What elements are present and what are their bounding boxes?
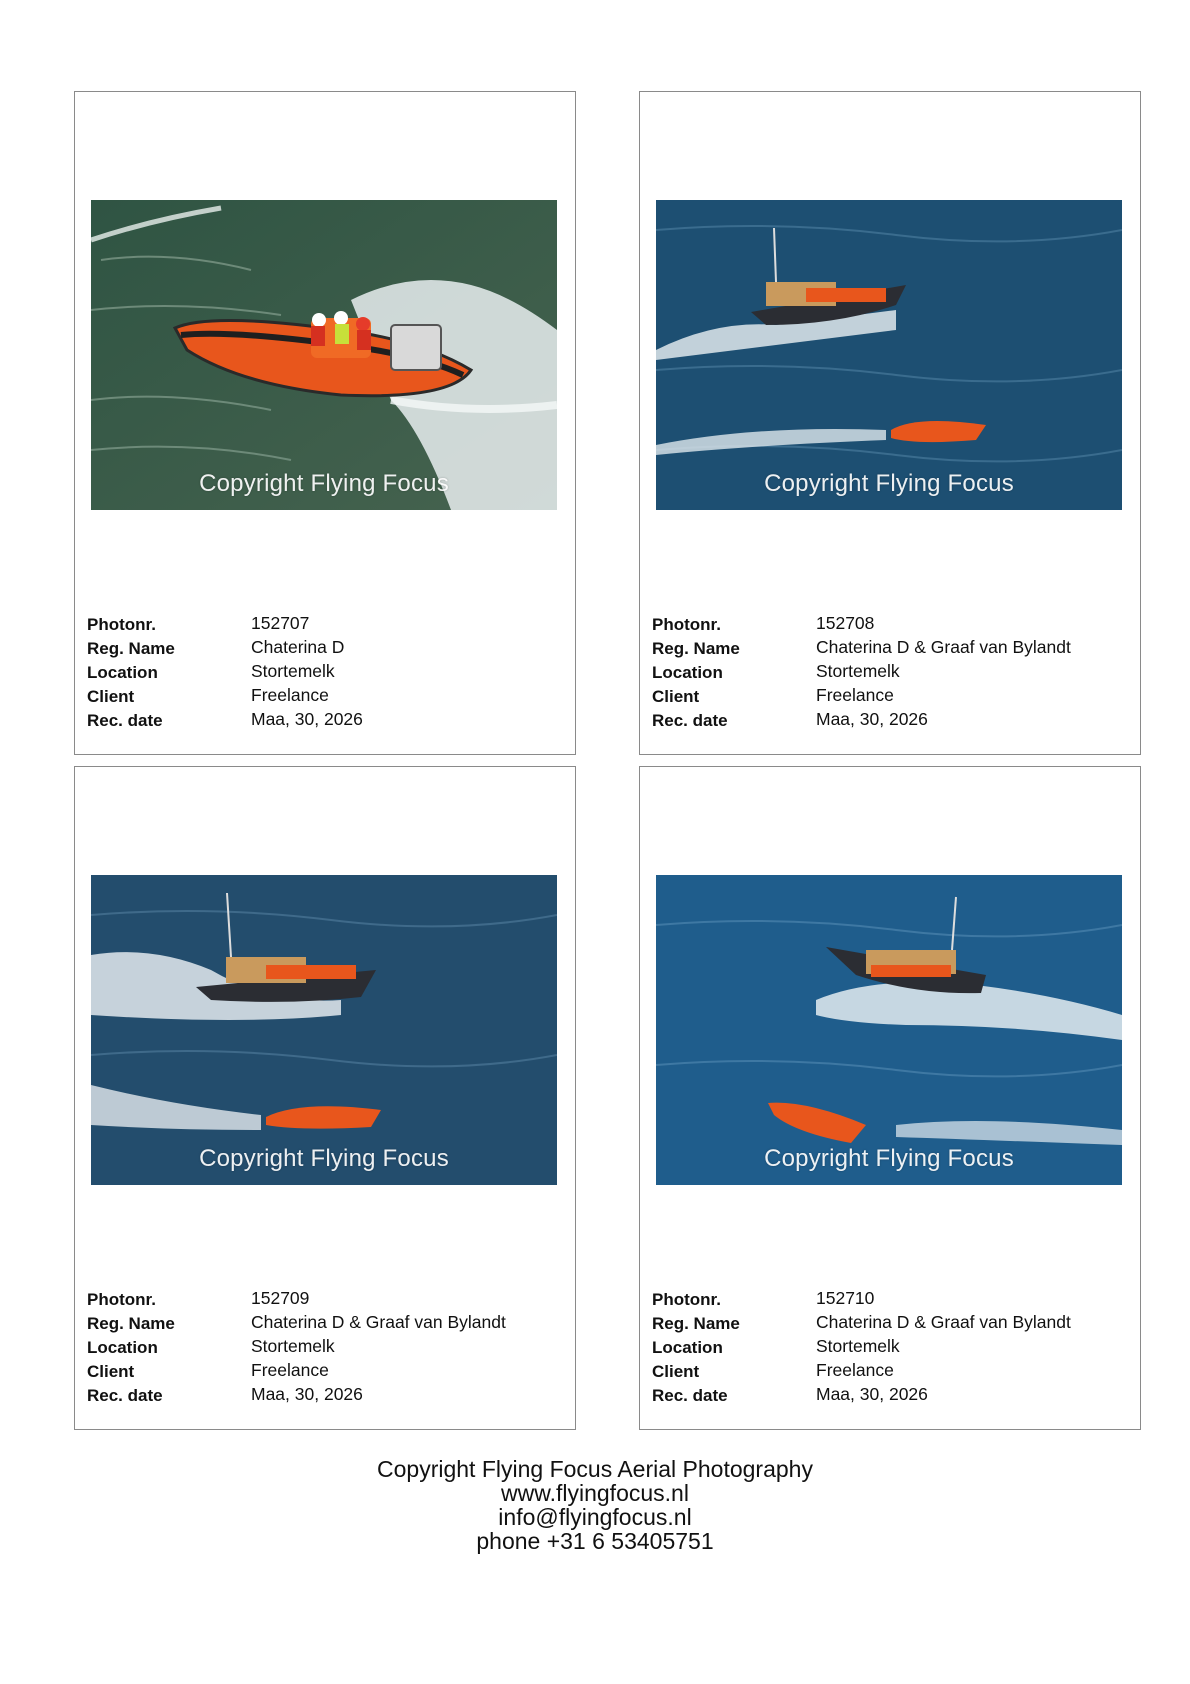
- detail-value: Maa, 30, 2026: [251, 709, 363, 729]
- photo-details: [652, 613, 1132, 733]
- detail-value: Maa, 30, 2026: [816, 1384, 928, 1404]
- photo-details: [87, 1288, 567, 1408]
- detail-value: Stortemelk: [251, 1336, 335, 1356]
- detail-label: Rec. date: [652, 1386, 728, 1405]
- photo-details: [87, 613, 567, 733]
- detail-value: 152709: [251, 1288, 310, 1308]
- phone-number: phone +31 6 53405751: [476, 1528, 714, 1554]
- detail-row: [652, 637, 1132, 661]
- detail-row: [87, 661, 567, 685]
- photo-card: [74, 91, 576, 755]
- detail-label: Client: [87, 1362, 135, 1381]
- photo-card: [639, 766, 1141, 1430]
- detail-label: Location: [652, 663, 723, 682]
- photo-card: [639, 91, 1141, 755]
- detail-label: Reg. Name: [652, 1314, 740, 1333]
- detail-value: Chaterina D & Graaf van Bylandt: [816, 637, 1071, 657]
- email-link[interactable]: info@flyingfocus.nl: [498, 1504, 692, 1530]
- detail-label: Client: [652, 687, 700, 706]
- detail-value: Freelance: [816, 1360, 894, 1380]
- detail-label: Location: [652, 1338, 723, 1357]
- detail-row: [87, 685, 567, 709]
- rescue-boat-photo: [91, 200, 557, 510]
- detail-label: Photonr.: [87, 615, 156, 634]
- photo-image[interactable]: [656, 875, 1122, 1185]
- rescue-boats-photo: [656, 200, 1122, 510]
- photo-watermark: Copyright Flying Focus: [199, 1145, 449, 1172]
- detail-row: [87, 613, 567, 637]
- rescue-boats-photo: [656, 875, 1122, 1185]
- detail-row: [87, 1312, 567, 1336]
- detail-value: Stortemelk: [816, 1336, 900, 1356]
- detail-row: [87, 1288, 567, 1312]
- photo-image[interactable]: [91, 200, 557, 510]
- page-footer: [0, 1457, 1190, 1553]
- copyright-line: Copyright Flying Focus Aerial Photography: [377, 1456, 813, 1482]
- detail-label: Client: [652, 1362, 700, 1381]
- detail-label: Rec. date: [87, 711, 163, 730]
- photo-watermark: Copyright Flying Focus: [764, 1145, 1014, 1172]
- detail-row: [652, 685, 1132, 709]
- detail-row: [87, 1336, 567, 1360]
- detail-value: Chaterina D: [251, 637, 345, 657]
- detail-value: Maa, 30, 2026: [816, 709, 928, 729]
- detail-label: Client: [87, 687, 135, 706]
- detail-label: Photonr.: [652, 1290, 721, 1309]
- detail-value: Freelance: [251, 685, 329, 705]
- detail-value: Stortemelk: [816, 661, 900, 681]
- detail-row: [652, 1288, 1132, 1312]
- detail-label: Reg. Name: [87, 639, 175, 658]
- detail-row: [652, 1384, 1132, 1408]
- detail-row: [652, 1336, 1132, 1360]
- detail-row: [87, 1360, 567, 1384]
- detail-row: [652, 709, 1132, 733]
- detail-row: [652, 661, 1132, 685]
- detail-label: Rec. date: [652, 711, 728, 730]
- detail-value: Chaterina D & Graaf van Bylandt: [251, 1312, 506, 1332]
- detail-label: Reg. Name: [87, 1314, 175, 1333]
- detail-label: Location: [87, 663, 158, 682]
- detail-row: [87, 1384, 567, 1408]
- detail-row: [652, 613, 1132, 637]
- detail-value: Chaterina D & Graaf van Bylandt: [816, 1312, 1071, 1332]
- detail-value: Stortemelk: [251, 661, 335, 681]
- detail-row: [87, 709, 567, 733]
- photo-card: [74, 766, 576, 1430]
- detail-label: Reg. Name: [652, 639, 740, 658]
- detail-value: Freelance: [816, 685, 894, 705]
- detail-label: Rec. date: [87, 1386, 163, 1405]
- detail-value: 152707: [251, 613, 310, 633]
- detail-label: Location: [87, 1338, 158, 1357]
- photo-image[interactable]: [91, 875, 557, 1185]
- detail-value: Freelance: [251, 1360, 329, 1380]
- detail-value: Maa, 30, 2026: [251, 1384, 363, 1404]
- photo-details: [652, 1288, 1132, 1408]
- detail-label: Photonr.: [87, 1290, 156, 1309]
- detail-value: 152708: [816, 613, 875, 633]
- photo-image[interactable]: [656, 200, 1122, 510]
- website-link[interactable]: www.flyingfocus.nl: [501, 1480, 689, 1506]
- detail-row: [87, 637, 567, 661]
- detail-row: [652, 1360, 1132, 1384]
- detail-value: 152710: [816, 1288, 875, 1308]
- rescue-boats-photo: [91, 875, 557, 1185]
- detail-row: [652, 1312, 1132, 1336]
- photo-watermark: Copyright Flying Focus: [199, 470, 449, 497]
- detail-label: Photonr.: [652, 615, 721, 634]
- photo-watermark: Copyright Flying Focus: [764, 470, 1014, 497]
